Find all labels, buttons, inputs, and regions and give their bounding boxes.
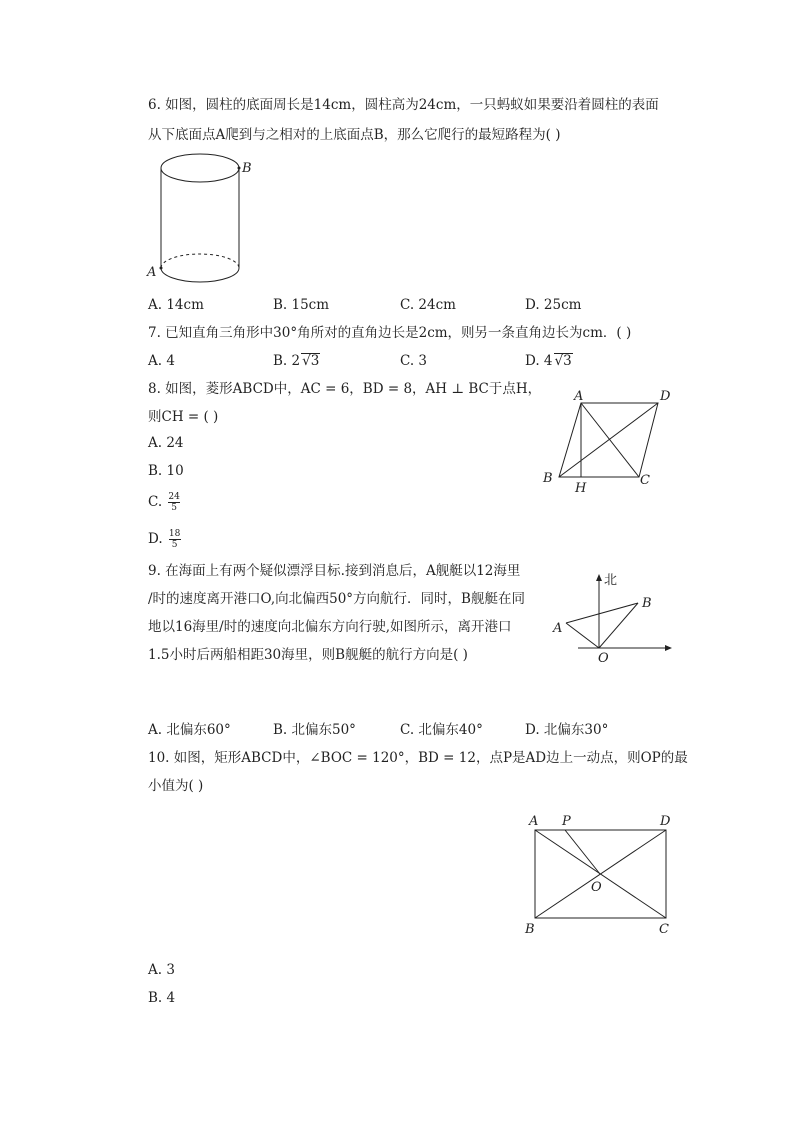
rect-label-d: D [660,814,671,829]
q10-option-a: A. 3 [148,962,175,978]
frac-d-den: 5 [171,540,178,550]
q9-option-a: A. 北偏东60° [148,722,231,738]
q7-option-a: A. 4 [148,353,175,369]
q7-text-line1: 7. 已知直角三角形中30°角所对的直角边长是2cm，则另一条直角边长为cm．( ) [148,325,632,341]
rect-label-p: P [562,814,571,829]
q6-text-line1: 6. 如图，圆柱的底面周长是14cm，圆柱高为24cm，一只蚂蚁如果要沿着圆柱的表面 [148,97,659,113]
diagonal-ac [581,403,639,477]
q7-option-d-label: D. 4 [525,353,553,369]
q9-direction-figure [550,570,680,670]
q9-text-line2: /时的速度离开港口O,向北偏西50°方向航行．同时，B舰艇在同 [148,591,525,607]
q7-option-b-label: B. 2 [273,353,301,369]
q6-text-line2: 从下底面点A爬到与之相对的上底面点B，那么它爬行的最短路程为( ) [148,127,561,143]
ship-label-a: A [553,621,563,636]
q8-option-d-fraction [169,529,181,550]
cylinder-top-ellipse [161,154,239,182]
q9-option-c: C. 北偏东40° [400,722,483,738]
rhombus-label-c: C [640,473,650,488]
q8-text-line1: 8. 如图，菱形ABCD中，AC = 6，BD = 8，AH ⊥ BC于点H， [148,381,542,397]
q7-option-d-sqrt: √3 [554,353,572,369]
rhombus-label-b: B [543,471,553,486]
q9-text-line4: 1.5小时后两船相距30海里，则B舰艇的航行方向是( ) [148,647,468,663]
rhombus-label-a: A [574,389,584,404]
q9-text-line3: 地以16海里/时的速度向北偏东方向行驶,如图所示，离开港口 [148,619,512,635]
ship-label-b: B [642,596,652,611]
rect-label-b: B [525,922,535,937]
cylinder-label-a: A [147,265,157,280]
segment-ob [599,603,638,648]
north-arrow-head [596,574,602,581]
east-arrow-head [665,645,672,651]
rect-label-c: C [659,922,669,937]
q7-option-c: C. 3 [400,353,428,369]
q8-option-c-fraction [168,492,180,513]
frac-c-den: 5 [171,503,177,513]
frac-c-num: 24 [168,492,180,502]
rect-label-o: O [591,880,602,895]
point-a-marker [160,267,163,270]
q6-option-c: C. 24cm [400,297,456,313]
diagonal-bd [559,403,658,477]
north-label: 北 [604,573,618,588]
point-b-marker [238,167,241,170]
q8-option-c-label: C. [148,494,163,510]
q8-option-d [148,529,181,550]
cylinder-label-b: B [242,161,252,176]
q9-option-d: D. 北偏东30° [525,722,609,738]
rhombus-label-h: H [575,481,587,496]
cylinder-bottom-back [161,254,239,268]
segment-ab [566,603,638,623]
segment-po [565,830,600,874]
q10-option-b: B. 4 [148,990,176,1006]
port-label-o: O [598,651,609,666]
q6-option-b: B. 15cm [273,297,330,313]
q8-option-a: A. 24 [148,435,184,451]
rhombus-label-d: D [660,389,671,404]
q7-option-d [525,352,573,370]
q8-rhombus-figure [540,385,680,495]
q7-option-b [273,352,320,370]
q8-text-line2: 则CH = ( ) [148,409,219,425]
cylinder-bottom-front [161,268,239,282]
q9-option-b: B. 北偏东50° [273,722,356,738]
rect-label-a: A [529,814,539,829]
q10-text-line2: 小值为( ) [148,778,204,794]
q10-text-line1: 10. 如图，矩形ABCD中，∠BOC = 120°，BD = 12，点P是AD边上一动点，则OP的最 [148,750,688,766]
segment-oa [566,623,599,648]
q8-option-b: B. 10 [148,463,184,479]
q6-cylinder-figure [140,150,260,290]
q6-option-d: D. 25cm [525,297,582,313]
q7-option-d-radicand: 3 [563,353,572,369]
q6-option-a: A. 14cm [148,297,204,313]
q9-text-line1: 9. 在海面上有两个疑似漂浮目标.接到消息后，A舰艇以12海里 [148,563,521,579]
q10-rectangle-figure [520,810,685,935]
q8-option-c [148,492,180,513]
q8-option-d-label: D. [148,531,163,547]
q7-option-b-sqrt: √3 [302,353,320,369]
frac-d-num: 18 [168,529,181,539]
q7-option-b-radicand: 3 [310,353,320,369]
